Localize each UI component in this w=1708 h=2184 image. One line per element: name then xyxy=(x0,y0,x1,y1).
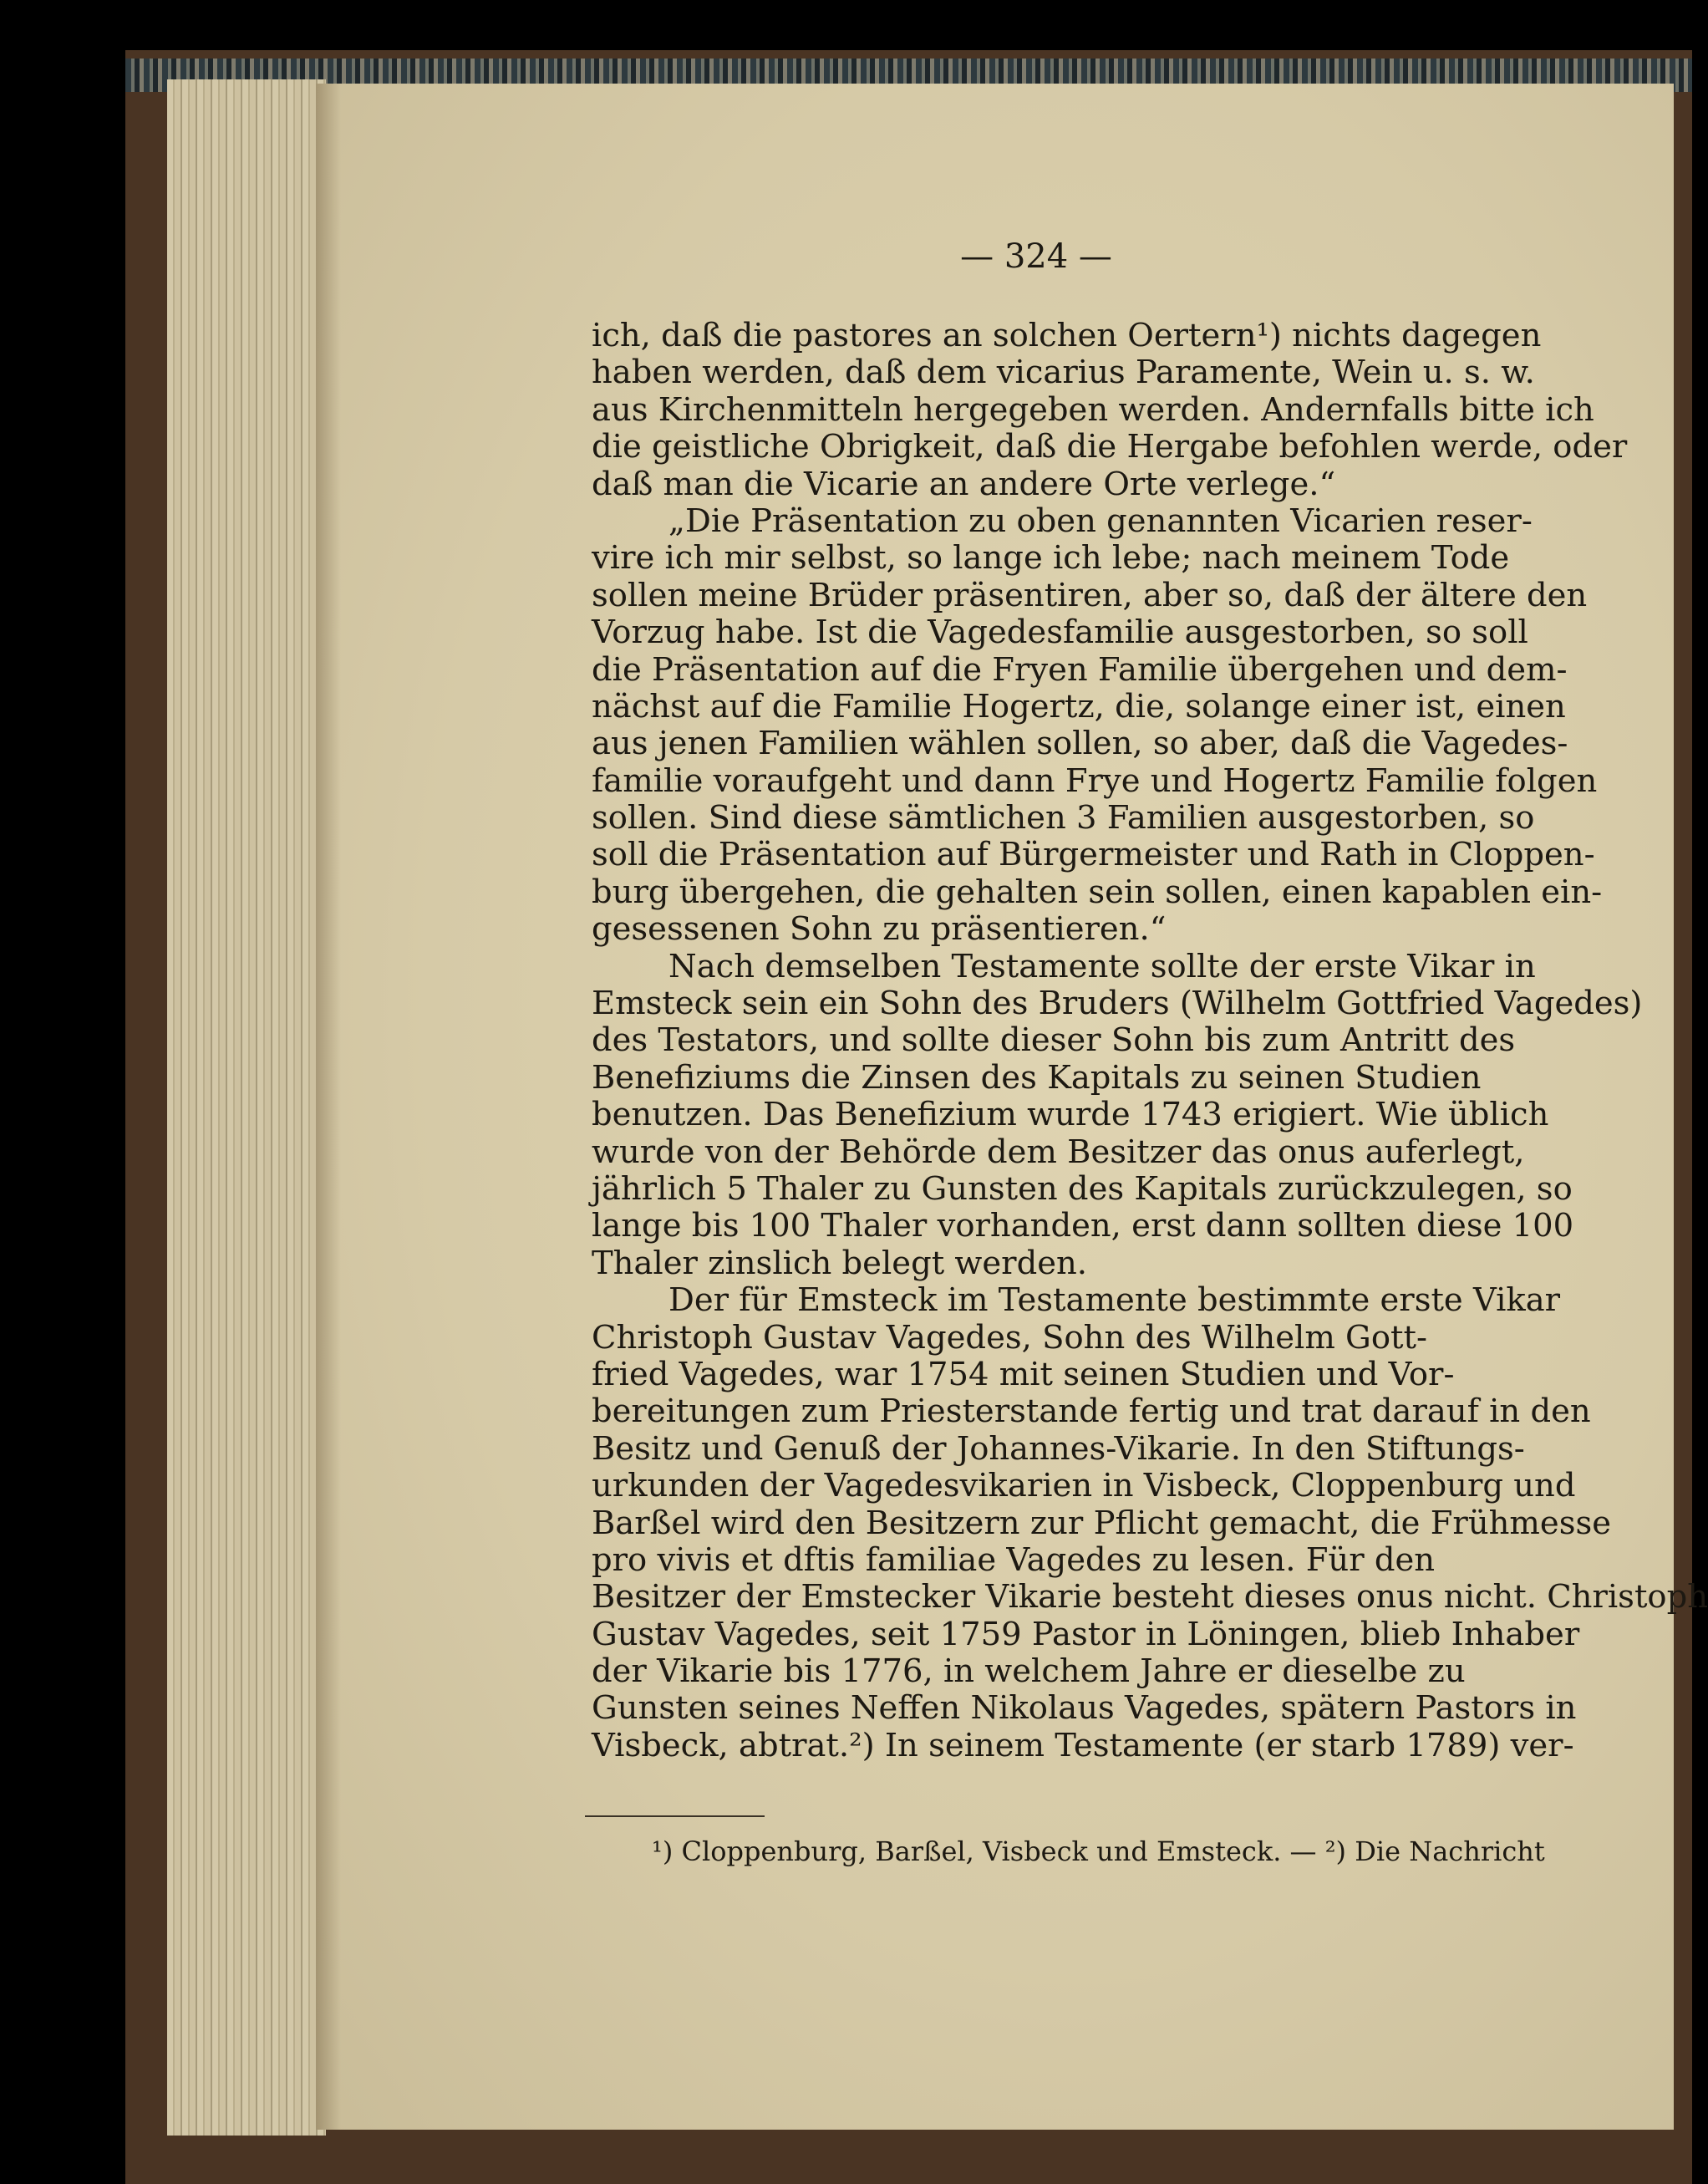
text-line: aus jenen Familien wählen sollen, so aber, daß die Vagedes- xyxy=(592,725,1568,763)
text-line: fried Vagedes, war 1754 mit seinen Studien und Vor- xyxy=(592,1355,1455,1393)
text-line: „Die Präsentation zu oben genannten Vicarien reser- xyxy=(668,501,1533,540)
text-line: familie voraufgeht und dann Frye und Hogertz Familie folgen xyxy=(592,761,1598,800)
text-line: urkunden der Vagedesvikarien in Visbeck, Cloppenburg und xyxy=(592,1467,1576,1505)
text-line: Visbeck, abtrat.²) In seinem Testamente (er starb 1789) ver- xyxy=(592,1726,1574,1764)
footnote-divider xyxy=(585,1815,765,1817)
text-line: des Testators, und sollte dieser Sohn bis zum Antritt des xyxy=(592,1021,1516,1060)
text-line: Thaler zinslich belegt werden. xyxy=(592,1244,1088,1282)
body-text xyxy=(592,317,1708,1764)
text-line: Besitz und Genuß der Johannes-Vikarie. In den Stiftungs- xyxy=(592,1429,1525,1468)
text-line: Gustav Vagedes, seit 1759 Pastor in Löningen, blieb Inhaber xyxy=(592,1615,1580,1653)
text-line: lange bis 100 Thaler vorhanden, erst dann sollten diese 100 xyxy=(592,1207,1574,1245)
text-line: Barßel wird den Besitzern zur Pflicht gemacht, die Frühmesse xyxy=(592,1504,1612,1542)
text-line: sollen meine Brüder präsentiren, aber so, daß der ältere den xyxy=(592,576,1588,614)
text-line: Benefiziums die Zinsen des Kapitals zu seinen Studien xyxy=(592,1058,1482,1097)
text-line: Der für Emsteck im Testamente bestimmte erste Vikar xyxy=(668,1281,1561,1320)
page-gutter-shadow xyxy=(316,84,341,2130)
text-line: daß man die Vicarie an andere Orte verlege.“ xyxy=(592,465,1336,503)
text-line: gesessenen Sohn zu präsentieren.“ xyxy=(592,910,1167,949)
text-line: haben werden, daß dem vicarius Paramente, Wein u. s. w. xyxy=(592,354,1535,392)
text-line: soll die Präsentation auf Bürgermeister und Rath in Cloppen- xyxy=(592,836,1595,874)
text-line: vire ich mir selbst, so lange ich lebe; nach meinem Tode xyxy=(592,539,1510,578)
text-line: Christoph Gustav Vagedes, Sohn des Wilhelm Gott- xyxy=(592,1318,1427,1357)
text-line: pro vivis et dftis familiae Vagedes zu lesen. Für den xyxy=(592,1540,1436,1579)
text-line: die Präsentation auf die Fryen Familie übergehen und dem- xyxy=(592,650,1568,689)
text-line: wurde von der Behörde dem Besitzer das onus auferlegt, xyxy=(592,1133,1525,1171)
text-line: Nach demselben Testamente sollte der erste Vikar in xyxy=(668,947,1536,985)
footnote: ¹) Cloppenburg, Barßel, Visbeck und Emsteck. — ²) Die Nachricht xyxy=(652,1835,1545,1867)
text-line: ich, daß die pastores an solchen Oertern¹) nichts dagegen xyxy=(592,317,1542,354)
page-number: — 324 — xyxy=(960,237,1112,276)
text-line: nächst auf die Familie Hogertz, die, solange einer ist, einen xyxy=(592,687,1566,725)
text-line: bereitungen zum Priesterstande fertig und trat darauf in den xyxy=(592,1392,1591,1431)
text-line: Vorzug habe. Ist die Vagedesfamilie ausgestorben, so soll xyxy=(592,613,1528,652)
text-line: Emsteck sein ein Sohn des Bruders (Wilhelm Gottfried Vagedes) xyxy=(592,985,1643,1023)
text-line: sollen. Sind diese sämtlichen 3 Familien ausgestorben, so xyxy=(592,799,1535,837)
text-line: burg übergehen, die gehalten sein sollen, einen kapablen ein- xyxy=(592,873,1603,911)
text-line: Gunsten seines Neffen Nikolaus Vagedes, spätern Pastors in xyxy=(592,1689,1577,1728)
text-line: benutzen. Das Benefizium wurde 1743 erigiert. Wie üblich xyxy=(592,1096,1549,1134)
text-line: Besitzer der Emstecker Vikarie besteht dieses onus nicht. Christoph xyxy=(592,1578,1708,1616)
text-line: der Vikarie bis 1776, in welchem Jahre er dieselbe zu xyxy=(592,1652,1466,1691)
text-line: aus Kirchenmitteln hergegeben werden. Andernfalls bitte ich xyxy=(592,390,1594,429)
text-line: die geistliche Obrigkeit, daß die Hergabe befohlen werde, oder xyxy=(592,428,1628,466)
text-line: jährlich 5 Thaler zu Gunsten des Kapitals zurückzulegen, so xyxy=(592,1169,1573,1208)
page-stack-edge xyxy=(167,79,326,2136)
